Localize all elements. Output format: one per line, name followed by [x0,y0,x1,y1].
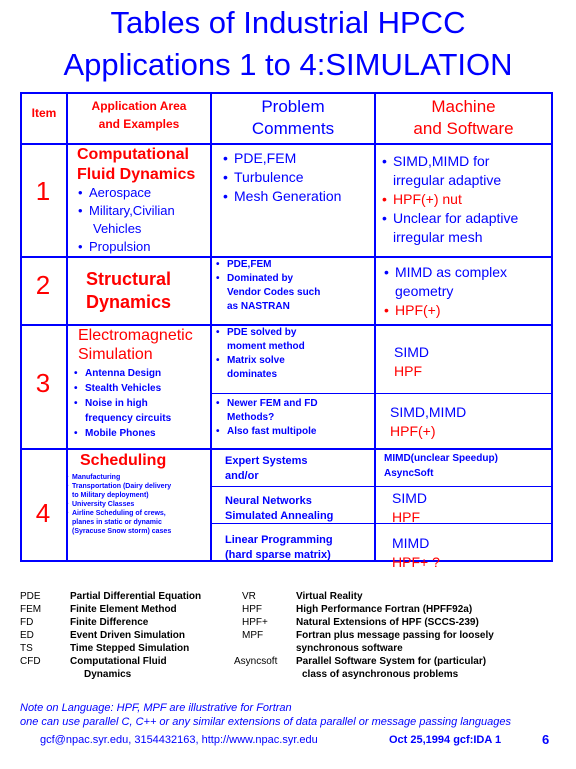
row-number: 1 [35,176,51,206]
machine-text: SIMD,MIMD [390,404,467,420]
list-item: • HPF(+) [384,301,507,320]
glossary-right [236,590,556,685]
comment-text: Expert Systems [225,455,308,467]
glossary-text: class of asynchronous problems [302,669,459,680]
comments-list [216,397,318,439]
application-area: Computational [77,146,189,163]
table-border [551,92,553,562]
machine-list [382,152,518,247]
glossary-text: Event Driven Simulation [70,630,186,641]
glossary-text: Finite Difference [70,617,149,628]
comments-list [223,149,341,206]
glossary-text: Virtual Reality [296,591,363,602]
examples-list [74,366,171,441]
list-item: • PDE solved by [216,326,305,340]
table-border [20,92,553,94]
machine-text: HPF(+) [390,423,436,439]
list-item-continuation: dominates [227,369,278,380]
machine-text: SIMD [392,490,427,506]
list-item: • Transportation (Dairy delivery [66,482,171,491]
machine-text: AsyncSoft [384,468,434,479]
list-item-continuation: as NASTRAN [227,301,290,312]
machine-text: MIMD(unclear Speedup) [384,453,498,464]
list-item: • HPF(+) nut [382,190,518,209]
application-area: Scheduling [80,452,167,469]
table-border [210,523,553,524]
list-item [216,300,320,314]
list-item: • PDE,FEM [216,258,320,272]
list-item-continuation: Vehicles [93,221,142,236]
list-item: • University Classes [66,500,171,509]
comment-text: Neural Networks [225,495,312,507]
glossary-abbr: PDE [20,591,41,602]
list-item: • Dominated by [216,272,320,286]
application-area: Structural [86,269,172,289]
glossary-abbr: ED [20,630,34,641]
glossary-left [20,590,240,685]
list-item: • Newer FEM and FD [216,397,318,411]
table-border [210,92,212,562]
header-area-line1: Application Area [91,99,187,113]
glossary-abbr: MPF [242,630,264,641]
comment-text: Linear Programming [225,534,333,546]
examples-list [66,473,171,536]
list-item: • Matrix solve [216,354,305,368]
glossary-abbr: FD [20,617,34,628]
list-item [384,282,507,301]
list-item: • Also fast multipole [216,425,318,439]
header-area-line2: and Examples [98,117,180,131]
glossary-abbr: HPF+ [242,617,268,628]
list-item: • Unclear for adaptive [382,209,518,228]
list-item-continuation: Methods? [227,412,275,423]
list-item [66,518,171,527]
list-item: • Military,Civilian [78,202,175,220]
language-note-line1: Note on Language: HPF, MPF are illustrative for Fortran [20,702,292,714]
comment-text: and/or [225,470,259,482]
row-number: 3 [35,368,51,398]
list-item [382,228,518,247]
table-border [20,448,553,450]
comment-text: (hard sparse matrix) [225,549,331,561]
machine-text: MIMD [392,535,430,551]
machine-text: HPF [394,363,422,379]
list-item-continuation: geometry [395,283,454,299]
glossary-text: High Performance Fortran (HPFF92a) [296,604,473,615]
table-border [20,92,22,562]
comments-list [216,326,305,382]
row-number: 2 [35,270,51,300]
glossary-text: Computational Fluid [70,656,167,667]
header-machine-line1: Machine [431,97,496,116]
table-border [210,486,553,487]
glossary-text: Partial Differential Equation [70,591,202,602]
page-title-line2: Applications 1 to 4:SIMULATION [63,47,513,82]
list-item [382,171,518,190]
list-item [66,491,171,500]
page-title-line1: Tables of Industrial HPCC [110,5,466,40]
glossary-abbr: FEM [20,604,42,615]
list-item: • Turbulence [223,168,341,187]
list-item: • Manufacturing [66,473,171,482]
list-item: • Propulsion [78,238,175,256]
application-area: Electromagnetic [78,327,193,344]
machine-list [384,263,507,320]
application-area: Dynamics [86,292,172,312]
machine-text: HPF [392,509,420,525]
list-item: • Stealth Vehicles [74,381,171,396]
glossary-text: synchronous software [296,643,403,654]
glossary-text: Dynamics [84,669,132,680]
list-item: • Mobile Phones [74,426,171,441]
comment-text: Simulated Annealing [225,510,334,522]
header-problem-line2: Comments [251,119,335,138]
glossary-text: Fortran plus message passing for loosely [296,630,494,641]
glossary-abbr: Asyncsoft [234,656,278,667]
list-item [74,411,171,426]
list-item-continuation: frequency circuits [85,413,172,424]
list-item: • Noise in high [74,396,171,411]
list-item-continuation: irregular mesh [393,229,483,245]
header-machine-line2: and Software [413,119,514,138]
list-item [66,527,171,536]
glossary-abbr: VR [242,591,256,602]
list-item-continuation: moment method [227,341,305,352]
list-item [78,220,175,238]
glossary-text: Time Stepped Simulation [70,643,190,654]
list-item-continuation: planes in static or dynamic [72,519,162,526]
list-item: • Aerospace [78,184,175,202]
table-border [210,393,553,394]
list-item [216,368,305,382]
list-item [216,340,305,354]
header-item: Item [31,106,57,120]
glossary-text: Natural Extensions of HPF (SCCS-239) [296,617,479,628]
header-problem-line1: Problem [261,97,325,116]
list-item: • PDE,FEM [223,149,341,168]
examples-list [78,184,175,256]
list-item: • MIMD as complex [384,263,507,282]
glossary-abbr: HPF [242,604,262,615]
page-number: 6 [542,732,550,747]
footer-date: Oct 25,1994 gcf:IDA 1 [389,734,502,746]
list-item-continuation: irregular adaptive [393,172,502,188]
list-item-continuation: (Syracuse Snow storm) cases [72,528,172,535]
table-border [374,92,376,562]
list-item [216,286,320,300]
list-item: • SIMD,MIMD for [382,152,518,171]
glossary-text: Parallel Software System for (particular) [296,656,487,667]
application-area: Fluid Dynamics [77,166,196,183]
list-item-continuation: to Military deployment) [72,492,149,499]
applications-table [20,92,553,570]
list-item [216,411,318,425]
list-item: • Airline Scheduling of crews, [66,509,171,518]
footer-contact: gcf@npac.syr.edu, 3154432163, http://www.npac.syr.edu [40,734,318,746]
language-note-line2: one can use parallel C, C++ or any similar extensions of data parallel or message passing languages [20,716,512,728]
glossary-abbr: CFD [20,656,41,667]
list-item: • Antenna Design [74,366,171,381]
machine-text: SIMD [394,344,429,360]
list-item: • Mesh Generation [223,187,341,206]
glossary-abbr: TS [20,643,33,654]
machine-text: HPF+ ? [392,554,440,570]
comments-list [216,258,320,314]
glossary-text: Finite Element Method [70,604,177,615]
application-area: Simulation [78,346,153,363]
row-number: 4 [35,498,51,528]
list-item-continuation: Vendor Codes such [227,287,321,298]
